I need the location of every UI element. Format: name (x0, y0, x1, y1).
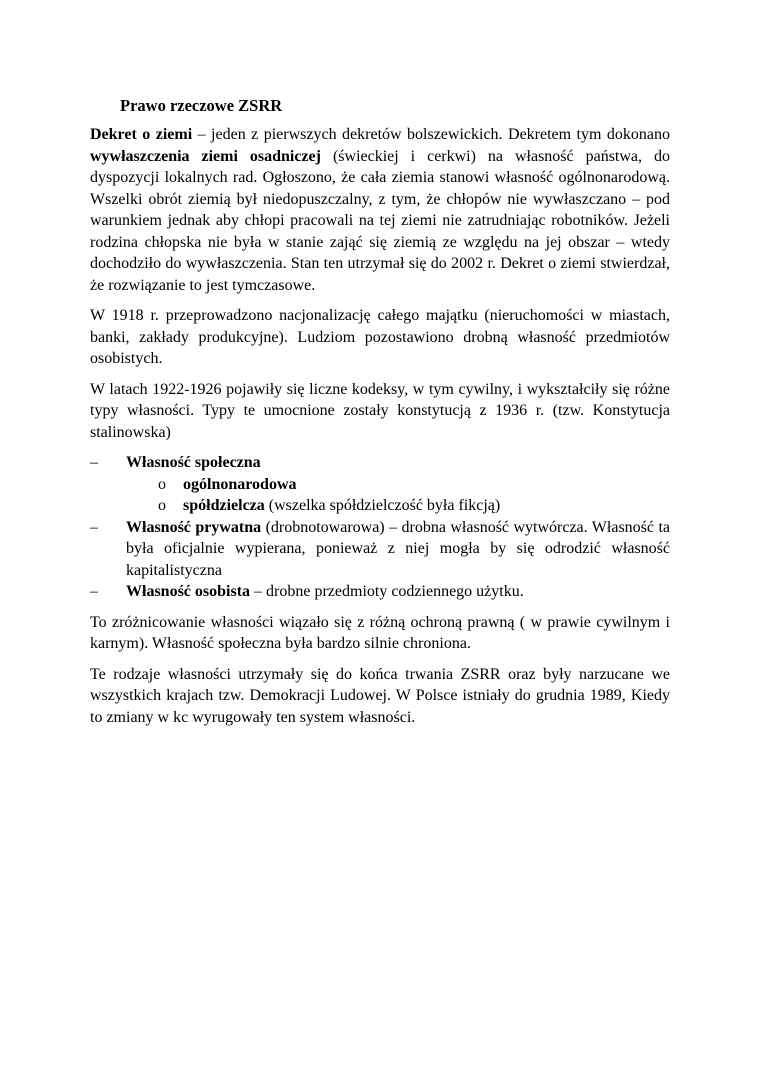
term-dekret-o-ziemi: Dekret o ziemi (90, 126, 193, 143)
list-item-title: Własność prywatna (126, 518, 262, 536)
dash-marker: – (90, 583, 98, 600)
sub-list-item (126, 474, 670, 496)
list-item (90, 517, 670, 582)
list-item (90, 581, 670, 603)
document-page (90, 94, 670, 737)
paragraph-protection: To zróżnicowanie własności wiązało się z różną ochroną prawną ( w prawie cywilnym i karnym). Własność społeczna była bardzo silnie chroniona. (90, 613, 670, 652)
paragraph-conclusion: Te rodzaje własności utrzymały się do końca trwania ZSRR oraz były narzucane we wszystkich krajach tzw. Demokracji Ludowej. W Polsce istniały do grudnia 1989, Kiedy to zmiany w kc wyrugowały ten system własności. (90, 665, 670, 726)
text-segment: – jeden z pierwszych dekretów bolszewickich. Dekretem tym dokonano (192, 126, 671, 143)
paragraph-decree (90, 124, 670, 296)
list-item-text: – drobne przedmioty codziennego użytku. (250, 583, 524, 600)
list-item-title: Własność społeczna (126, 454, 261, 471)
document-title: Prawo rzeczowe ZSRR (120, 96, 283, 115)
list-item (90, 452, 670, 517)
sub-item-title: spółdzielcza (183, 497, 265, 514)
sub-list (126, 474, 670, 517)
list-item-title: Własność osobista (126, 583, 251, 600)
property-types-list (90, 452, 670, 603)
sub-list-item (126, 495, 670, 517)
term-wywlaszczenie: wywłaszczenia ziemi osadniczej (90, 147, 321, 165)
list-item-text: (drobnotowarowa) – drobna własność wytwórcza. Własność ta była oficjalnie wypierana, ponieważ z niej mogła by się odrodzić własność kapitalistyczna (126, 518, 670, 579)
text-segment: (świeckiej i cerkwi) na własność państwa, do dyspozycji lokalnych rad. Ogłoszono, że cała ziemia stanowi własność ogólnonarodową. Wszelki obrót ziemią był niedopuszczalny, z tym, że chłopów nie wywłaszczano – pod warunkiem jednak aby chłopi pracowali na tej ziemi nie zatrudniając robotników. Jeżeli rodzina chłopska nie była w stanie zająć się ziemią ze względu na jej obszar – wtedy dochodziło do wywłaszczenia. Stan ten utrzymał się do 2002 r. Dekret o ziemi stwierdzał, że rozwiązanie to jest tymczasowe. (90, 147, 670, 294)
sub-item-title: ogólnonarodowa (183, 475, 297, 493)
circle-bullet: o (158, 475, 166, 493)
paragraph-nationalization: W 1918 r. przeprowadzono nacjonalizację całego majątku (nieruchomości w miastach, banki, zakłady produkcyjne). Ludziom pozostawiono drobną własność przedmiotów osobistych. (90, 307, 670, 367)
dash-marker: – (90, 518, 98, 536)
paragraph-codes: W latach 1922-1926 pojawiły się liczne kodeksy, w tym cywilny, i wykształciły się różne typy własności. Typy te umocnione zostały konstytucją z 1936 r. (tzw. Konstytucja stalinowska) (90, 380, 670, 441)
dash-marker: – (90, 454, 98, 471)
sub-item-text: (wszelka spółdzielczość była fikcją) (264, 497, 501, 514)
circle-bullet: o (158, 497, 166, 514)
